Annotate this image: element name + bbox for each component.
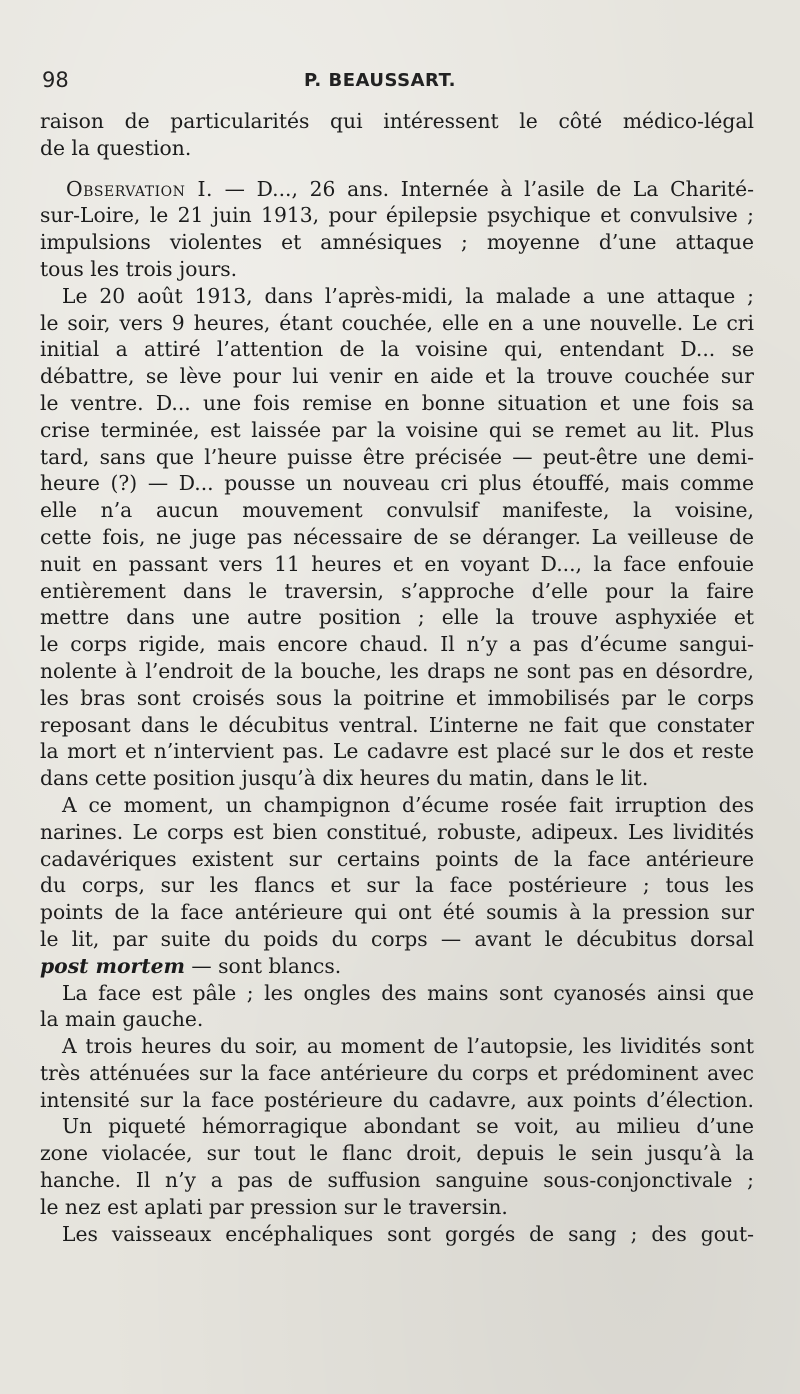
- text-line: cadavériques existent sur certains points de la face antérieure: [40, 846, 754, 871]
- page-header: [42, 66, 760, 96]
- text-line: cette fois, ne juge pas nécessaire de se déranger. La veilleuse de: [40, 524, 754, 549]
- text-line: impulsions violentes et amnésiques ; moyenne d’une attaque: [40, 230, 754, 255]
- text-line: hanche. Il n’y a pas de suffusion sanguine sous-conjonctivale ;: [40, 1168, 754, 1193]
- text-line: raison de particularités qui intéressent le côté médico-légal: [40, 109, 754, 133]
- text-line: points de la face antérieure qui ont été soumis à la pression sur: [40, 900, 754, 925]
- text-line: le corps rigide, mais encore chaud. Il n’y a pas d’écume sangui-: [40, 632, 754, 657]
- text-line: très atténuées sur la face antérieure du corps et prédominent avec: [40, 1060, 754, 1085]
- post-mortem-line: [40, 953, 754, 980]
- text-line: Un piqueté hémorragique abondant se voit, au milieu d’une: [62, 1114, 754, 1139]
- text-line: le soir, vers 9 heures, étant couchée, elle en a une nouvelle. Le cri: [40, 310, 754, 335]
- running-head: P. BEAUSSART.: [304, 70, 456, 91]
- text-line: La face est pâle ; les ongles des mains sont cyanosés ainsi que: [62, 980, 754, 1005]
- text-line: mettre dans une autre position ; elle la trouve asphyxiée et: [40, 605, 754, 630]
- text-line: nuit en passant vers 11 heures et en voyant D..., la face enfouie: [40, 551, 754, 576]
- text-line: la main gauche.: [40, 1007, 204, 1032]
- text-line: du corps, sur les flancs et sur la face postérieure ; tous les: [40, 873, 754, 898]
- text-line: débattre, se lève pour lui venir en aide et la trouve couchée sur: [40, 364, 754, 389]
- text-line: la mort et n’intervient pas. Le cadavre est placé sur le dos et reste: [40, 739, 754, 764]
- text-line: Les vaisseaux encéphaliques sont gorgés de sang ; des gout-: [62, 1221, 754, 1246]
- text-line: le nez est aplati par pression sur le traversin.: [40, 1194, 508, 1219]
- text-line: sur-Loire, le 21 juin 1913, pour épilepsie psychique et convulsive ;: [40, 203, 754, 228]
- observation-label: Observation I.: [66, 176, 213, 201]
- text-line: les bras sont croisés sous la poitrine et immobilisés par le corps: [40, 685, 754, 710]
- body-text: [40, 108, 754, 1247]
- text-line: de la question.: [40, 135, 192, 160]
- text-line: tous les trois jours.: [40, 256, 238, 281]
- page-number: 98: [42, 68, 69, 92]
- text-line: reposant dans le décubitus ventral. L’interne ne fait que constater: [40, 712, 754, 737]
- text-line: zone violacée, sur tout le flanc droit, depuis le sein jusqu’à la: [40, 1141, 754, 1166]
- text-line: — sont blancs.: [184, 953, 342, 978]
- text-line: entièrement dans le traversin, s’approche d’elle pour la faire: [40, 578, 754, 603]
- text-line: elle n’a aucun mouvement convulsif manifeste, la voisine,: [40, 498, 754, 523]
- observation-heading-line: [40, 176, 754, 203]
- text-line: intensité sur la face postérieure du cadavre, aux points d’élection.: [40, 1087, 754, 1112]
- italic-term: post mortem: [40, 953, 185, 978]
- text-line: crise terminée, est laissée par la voisine qui se remet au lit. Plus: [40, 417, 754, 442]
- text-line: A ce moment, un champignon d’écume rosée fait irruption des: [62, 792, 754, 817]
- text-line: tard, sans que l’heure puisse être précisée — peut-être une demi-: [40, 444, 754, 469]
- text-line: — D..., 26 ans. Internée à l’asile de La Charité-: [213, 176, 754, 201]
- text-line: le ventre. D... une fois remise en bonne situation et une fois sa: [40, 390, 754, 415]
- text-line: Le 20 août 1913, dans l’après-midi, la malade a une attaque ;: [62, 283, 754, 308]
- text-line: le lit, par suite du poids du corps — avant le décubitus dorsal: [40, 926, 754, 951]
- text-line: initial a attiré l’attention de la voisine qui, entendant D... se: [40, 337, 754, 362]
- text-line: heure (?) — D... pousse un nouveau cri plus étouffé, mais comme: [40, 471, 754, 496]
- text-line: dans cette position jusqu’à dix heures du matin, dans le lit.: [40, 766, 649, 791]
- blank-line: [40, 162, 754, 176]
- text-line: A trois heures du soir, au moment de l’autopsie, les lividités sont: [62, 1034, 754, 1059]
- text-line: nolente à l’endroit de la bouche, les draps ne sont pas en désordre,: [40, 658, 754, 683]
- text-line: narines. Le corps est bien constitué, robuste, adipeux. Les lividités: [40, 819, 754, 844]
